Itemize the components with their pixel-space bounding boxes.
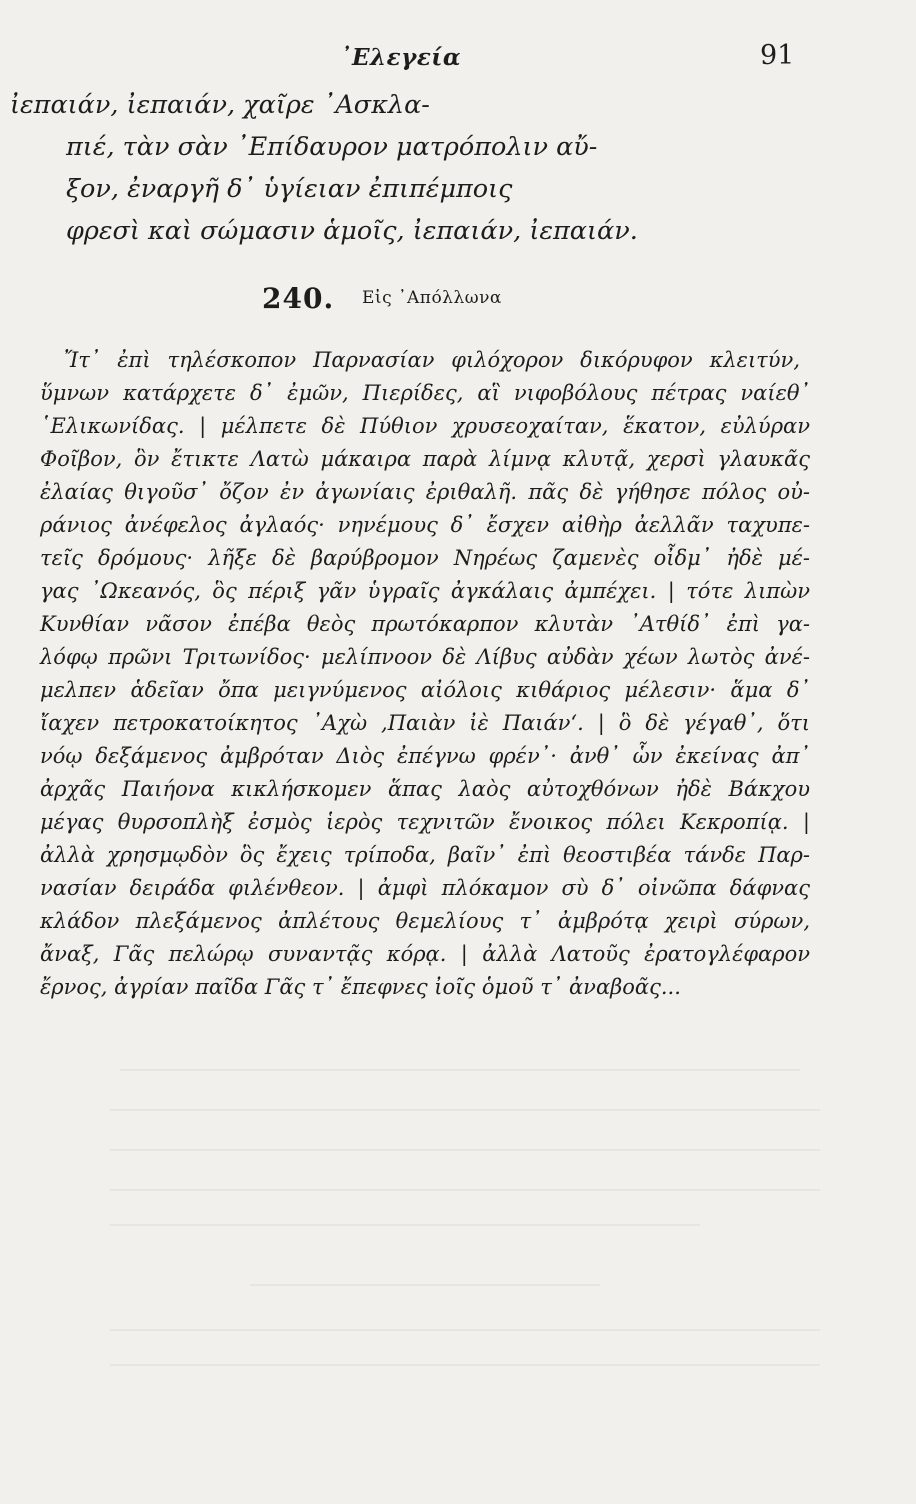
stanza-line: φρεσὶ καὶ σώμασιν ἁμοῖς, ἰεπαιάν, ἰεπαιάν. [66,216,638,246]
prose-line: Κυνθίαν νᾶσον ἐπέβα θεὸς πρωτόκαρπον κλυτὰν ᾿Ατθίδ᾿ ἐπὶ γα- [40,612,810,636]
page-number: 91 [760,40,795,71]
stanza-line: ξον, ἐναργῆ δ᾿ ὑγίειαν ἐπιπέμποις [66,174,513,204]
prose-line: νασίαν δειράδα φιλένθεον. | ἀμφὶ πλόκαμον σὺ δ᾿ οἰνῶπα δάφνας [40,876,810,900]
prose-line: λόφῳ πρῶνι Τριτωνίδος· μελίπνοον δὲ Λίβυς αὐδὰν χέων λωτὸς ἀνέ- [40,645,810,669]
prose-line: Ἴτ᾿ ἐπὶ τηλέσκοπον Παρνασίαν φιλόχορον δικόρυφον κλειτύν, [64,348,800,372]
prose-line: τεῖς δρόμους· λῆξε δὲ βαρύβρομον Νηρέως ζαμενὲς οἶδμ᾿ ἠδὲ μέ- [40,546,810,570]
prose-line: ἔρνος, ἀγρίαν παῖδα Γᾶς τ᾿ ἔπεφνες ἰοῖς ὁμοῦ τ᾿ ἀναβοᾶς... [40,975,681,999]
prose-line: ὕμνων κατάρχετε δ᾿ ἐμῶν, Πιερίδες, αἳ νιφοβόλους πέτρας ναίεθ᾿ [40,381,810,405]
section-title: Εἰς ᾿Απόλλωνα [362,288,502,308]
prose-line: ἴαχεν πετροκατοίκητος ᾿Αχὼ ,Παιὰν ἰὲ Παιάν‘. | ὃ δὲ γέγαθ᾿, ὅτι [40,711,810,735]
running-head [0,40,916,80]
stanza-line: πιέ, τὰν σὰν ᾿Επίδαυρον ματρόπολιν αὔ- [66,132,598,162]
prose-line: μέγας θυρσοπλὴξ ἐσμὸς ἱερὸς τεχνιτῶν ἔνοικος πόλει Κεκροπίᾳ. | [40,810,810,834]
prose-line: νόῳ δεξάμενος ἀμβρόταν Διὸς ἐπέγνω φρέν᾿· ἀνθ᾿ ὧν ἐκείνας ἀπ᾿ [40,744,810,768]
stanza-line: ἰεπαιάν, ἰεπαιάν, χαῖρε ᾿Ασκλα- [10,90,430,120]
prose-line: ἀλλὰ χρησμῳδὸν ὃς ἔχεις τρίποδα, βαῖν᾿ ἐπὶ θεοστιβέα τάνδε Παρ- [40,843,810,867]
section-heading [0,282,916,322]
prose-line: κλάδον πλεξάμενος ἀπλέτους θεμελίους τ᾿ ἀμβρότᾳ χειρὶ σύρων, [40,909,810,933]
running-title: ᾿Ελεγεία [340,44,462,71]
prose-line: ράνιος ἀνέφελος ἀγλαός· νηνέμους δ᾿ ἔσχεν αἰθὴρ ἀελλᾶν ταχυπε- [40,513,810,537]
prose-line: ἄναξ, Γᾶς πελώρῳ συναντᾷς κόρᾳ. | ἀλλὰ Λατοῦς ἐρατογλέφαρον [40,942,810,966]
prose-line: ἀρχᾶς Παιήονα κικλήσκομεν ἅπας λαὸς αὐτοχθόνων ἠδὲ Βάκχου [40,777,810,801]
prose-line: ῾Ελικωνίδας. | μέλπετε δὲ Πύθιον χρυσεοχαίταν, ἕκατον, εὐλύραν [40,414,810,438]
section-number: 240. [262,282,335,315]
prose-line: γας ᾿Ωκεανός, ὃς πέριξ γᾶν ὑγραῖς ἀγκάλαις ἀμπέχει. | τότε λιπὼν [40,579,810,603]
prose-line: Φοῖβον, ὃν ἔτικτε Λατὼ μάκαιρα παρὰ λίμνᾳ κλυτᾷ, χερσὶ γλαυκᾶς [40,447,810,471]
prose-line: ἐλαίας θιγοῦσ᾿ ὄζον ἐν ἀγωνίαις ἐριθαλῆ. πᾶς δὲ γήθησε πόλος οὐ- [40,480,810,504]
prose-line: μελπεν ἁδεῖαν ὄπα μειγνύμενος αἰόλοις κιθάριος μέλεσιν· ἅμα δ᾿ [40,678,810,702]
